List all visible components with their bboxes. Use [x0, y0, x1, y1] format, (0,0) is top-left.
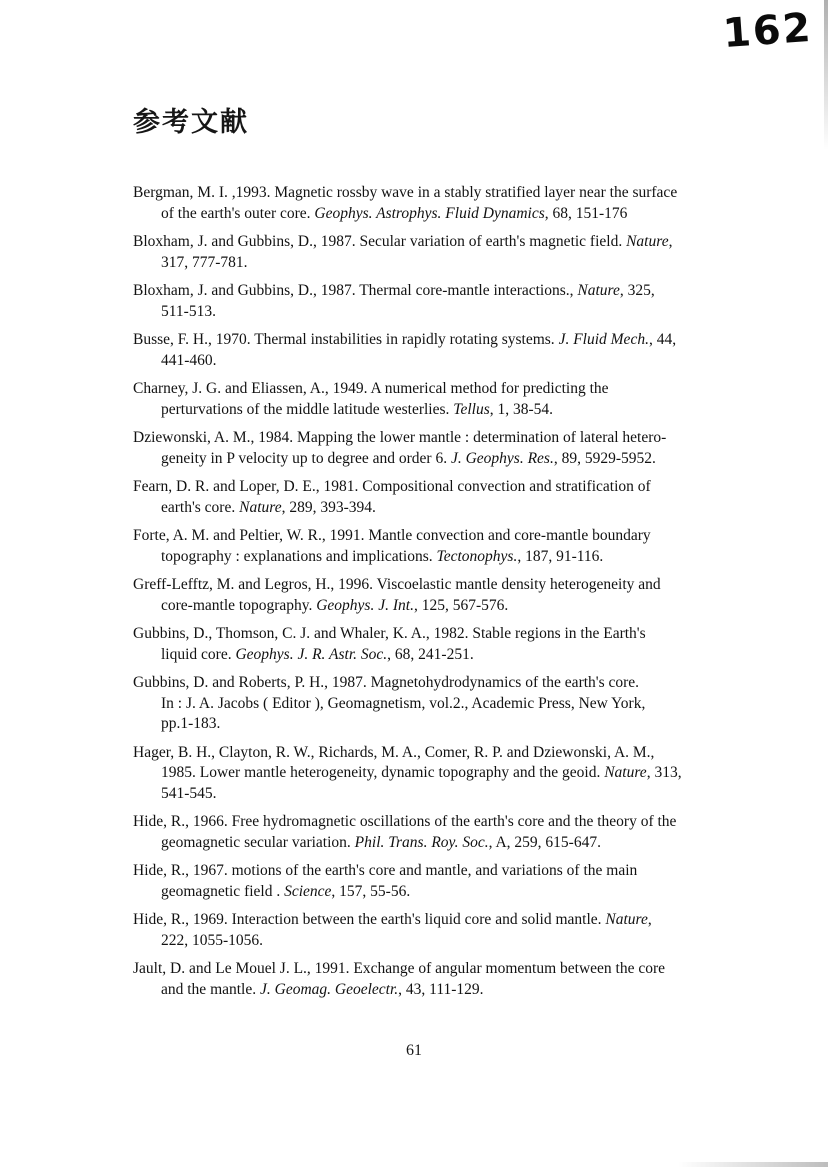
reference-line: [133, 547, 733, 568]
reference-text: , 68, 241-251.: [387, 645, 474, 663]
reference-text: Gubbins, D., Thomson, C. J. and Whaler, K. A., 1982. Stable regions in the Earth's: [133, 625, 646, 642]
reference-line: [133, 931, 733, 952]
reference-entry: [133, 959, 733, 1000]
journal-name: Geophys. Astrophys. Fluid Dynamics: [314, 204, 545, 222]
reference-text: 541-545.: [161, 784, 217, 802]
reference-line: [133, 575, 733, 596]
reference-entry: [133, 379, 733, 420]
reference-entry: [133, 624, 733, 665]
journal-name: Science: [284, 882, 332, 900]
journal-name: J. Geophys. Res.: [450, 449, 554, 467]
reference-text: geomagnetic secular variation.: [161, 833, 355, 851]
reference-text: Busse, F. H., 1970. Thermal instabilities in rapidly rotating systems.: [133, 331, 559, 348]
reference-text: Hide, R., 1966. Free hydromagnetic oscillations of the earth's core and the theory of the: [133, 813, 677, 830]
reference-line: [133, 204, 733, 225]
journal-name: J. Fluid Mech.: [558, 331, 649, 348]
reference-line: [133, 449, 733, 470]
reference-entry: [133, 743, 733, 805]
reference-text: , 1, 38-54.: [489, 400, 554, 418]
reference-line: [133, 645, 733, 666]
reference-text: Charney, J. G. and Eliassen, A., 1949. A numerical method for predicting the: [133, 380, 609, 397]
references-list: [133, 183, 733, 1000]
reference-line: [133, 763, 733, 784]
reference-text: 441-460.: [161, 351, 217, 369]
reference-text: liquid core.: [161, 645, 236, 663]
reference-text: , 325,: [619, 282, 655, 299]
reference-text: , 68, 151-176: [544, 204, 628, 222]
reference-text: 1985. Lower mantle heterogeneity, dynamic topography and the geoid.: [161, 764, 605, 781]
references-heading: 参考文献: [133, 107, 249, 137]
journal-name: Nature: [604, 764, 647, 781]
reference-text: 317, 777-781.: [161, 253, 248, 271]
reference-text: , 187, 91-116.: [517, 547, 604, 565]
reference-text: Bloxham, J. and Gubbins, D., 1987. Secular variation of earth's magnetic field.: [133, 233, 627, 250]
reference-line: [133, 330, 733, 351]
reference-text: 222, 1055-1056.: [161, 931, 264, 949]
journal-name: Nature: [605, 911, 648, 928]
reference-entry: [133, 575, 733, 616]
reference-line: [133, 183, 733, 204]
reference-text: , 43, 111-129.: [398, 980, 484, 998]
journal-name: J. Geomag. Geoelectr.: [260, 980, 399, 998]
reference-line: [133, 833, 733, 854]
reference-text: Hide, R., 1967. motions of the earth's core and mantle, and variations of the main: [133, 862, 638, 879]
reference-entry: [133, 183, 733, 224]
scan-edge-artifact-bottom: [678, 1162, 828, 1167]
reference-text: and the mantle.: [161, 980, 260, 998]
page-number: 61: [406, 1042, 422, 1059]
scan-edge-artifact-top: [824, 0, 828, 150]
reference-text: ,: [668, 233, 673, 250]
journal-name: Geophys. J. Int.: [316, 596, 414, 614]
journal-name: Tectonophys.: [436, 547, 518, 565]
journal-name: Nature: [577, 282, 620, 299]
reference-line: [133, 673, 733, 694]
reference-line: [133, 302, 733, 323]
reference-line: [133, 379, 733, 400]
reference-entry: [133, 673, 733, 735]
reference-text: topography : explanations and implications.: [161, 547, 437, 565]
reference-entry: [133, 330, 733, 371]
reference-text: Fearn, D. R. and Loper, D. E., 1981. Compositional convection and stratification of: [133, 478, 651, 495]
reference-text: , 157, 55-56.: [331, 882, 411, 900]
page-content: [133, 100, 733, 1008]
reference-entry: [133, 428, 733, 469]
reference-line: [133, 596, 733, 617]
reference-text: Dziewonski, A. M., 1984. Mapping the lower mantle : determination of lateral hetero-: [133, 429, 667, 446]
reference-entry: [133, 526, 733, 567]
reference-line: [133, 253, 733, 274]
reference-line: [133, 910, 733, 931]
reference-text: , 289, 393-394.: [281, 498, 376, 516]
reference-text: core-mantle topography.: [161, 596, 317, 614]
reference-line: [133, 694, 733, 715]
reference-entry: [133, 861, 733, 902]
reference-text: , 89, 5929-5952.: [553, 449, 656, 467]
reference-text: Greff-Lefftz, M. and Legros, H., 1996. Viscoelastic mantle density heterogeneity and: [133, 576, 661, 593]
journal-name: Nature: [626, 233, 669, 250]
reference-line: [133, 959, 733, 980]
reference-line: [133, 624, 733, 645]
journal-name: Nature: [239, 498, 282, 516]
reference-text: geomagnetic field .: [161, 882, 285, 900]
reference-text: geneity in P velocity up to degree and order 6.: [161, 449, 451, 467]
reference-line: [133, 232, 733, 253]
reference-line: [133, 861, 733, 882]
reference-entry: [133, 281, 733, 322]
reference-text: earth's core.: [161, 498, 240, 516]
reference-text: Hager, B. H., Clayton, R. W., Richards, M. A., Comer, R. P. and Dziewonski, A. M.,: [133, 743, 655, 761]
reference-text: Bloxham, J. and Gubbins, D., 1987. Thermal core-mantle interactions.,: [133, 282, 578, 299]
reference-text: ,: [647, 911, 652, 928]
reference-text: , 44,: [648, 331, 677, 348]
reference-text: , A, 259, 615-647.: [488, 833, 601, 851]
reference-entry: [133, 477, 733, 518]
reference-line: [133, 281, 733, 302]
reference-text: of the earth's outer core.: [161, 204, 315, 222]
journal-name: Tellus: [453, 400, 490, 418]
reference-line: [133, 743, 733, 764]
reference-text: Bergman, M. I. ,1993. Magnetic rossby wave in a stably stratified layer near the surface: [133, 184, 678, 201]
reference-text: Hide, R., 1969. Interaction between the earth's liquid core and solid mantle.: [133, 911, 606, 928]
reference-text: 511-513.: [161, 302, 216, 320]
reference-text: pp.1-183.: [161, 715, 221, 732]
reference-entry: [133, 232, 733, 273]
reference-line: [133, 812, 733, 833]
reference-text: , 313,: [646, 764, 682, 781]
reference-line: [133, 784, 733, 805]
reference-text: perturvations of the middle latitude westerlies.: [161, 400, 454, 418]
reference-line: [133, 498, 733, 519]
reference-text: Forte, A. M. and Peltier, W. R., 1991. Mantle convection and core-mantle boundary: [133, 527, 651, 544]
reference-line: [133, 400, 733, 421]
reference-line: [133, 980, 733, 1001]
journal-name: Phil. Trans. Roy. Soc.: [354, 833, 489, 851]
reference-entry: [133, 910, 733, 951]
reference-line: [133, 477, 733, 498]
reference-text: In : J. A. Jacobs ( Editor ), Geomagnetism, vol.2., Academic Press, New York,: [161, 694, 646, 712]
reference-entry: [133, 812, 733, 853]
journal-name: Geophys. J. R. Astr. Soc.: [235, 645, 388, 663]
reference-text: , 125, 567-576.: [413, 596, 509, 614]
handwritten-page-number: 162: [721, 4, 814, 58]
reference-line: [133, 714, 733, 735]
reference-text: Jault, D. and Le Mouel J. L., 1991. Exchange of angular momentum between the core: [133, 960, 666, 977]
reference-line: [133, 351, 733, 372]
reference-line: [133, 428, 733, 449]
reference-line: [133, 882, 733, 903]
reference-line: [133, 526, 733, 547]
reference-text: Gubbins, D. and Roberts, P. H., 1987. Magnetohydrodynamics of the earth's core.: [133, 674, 640, 691]
